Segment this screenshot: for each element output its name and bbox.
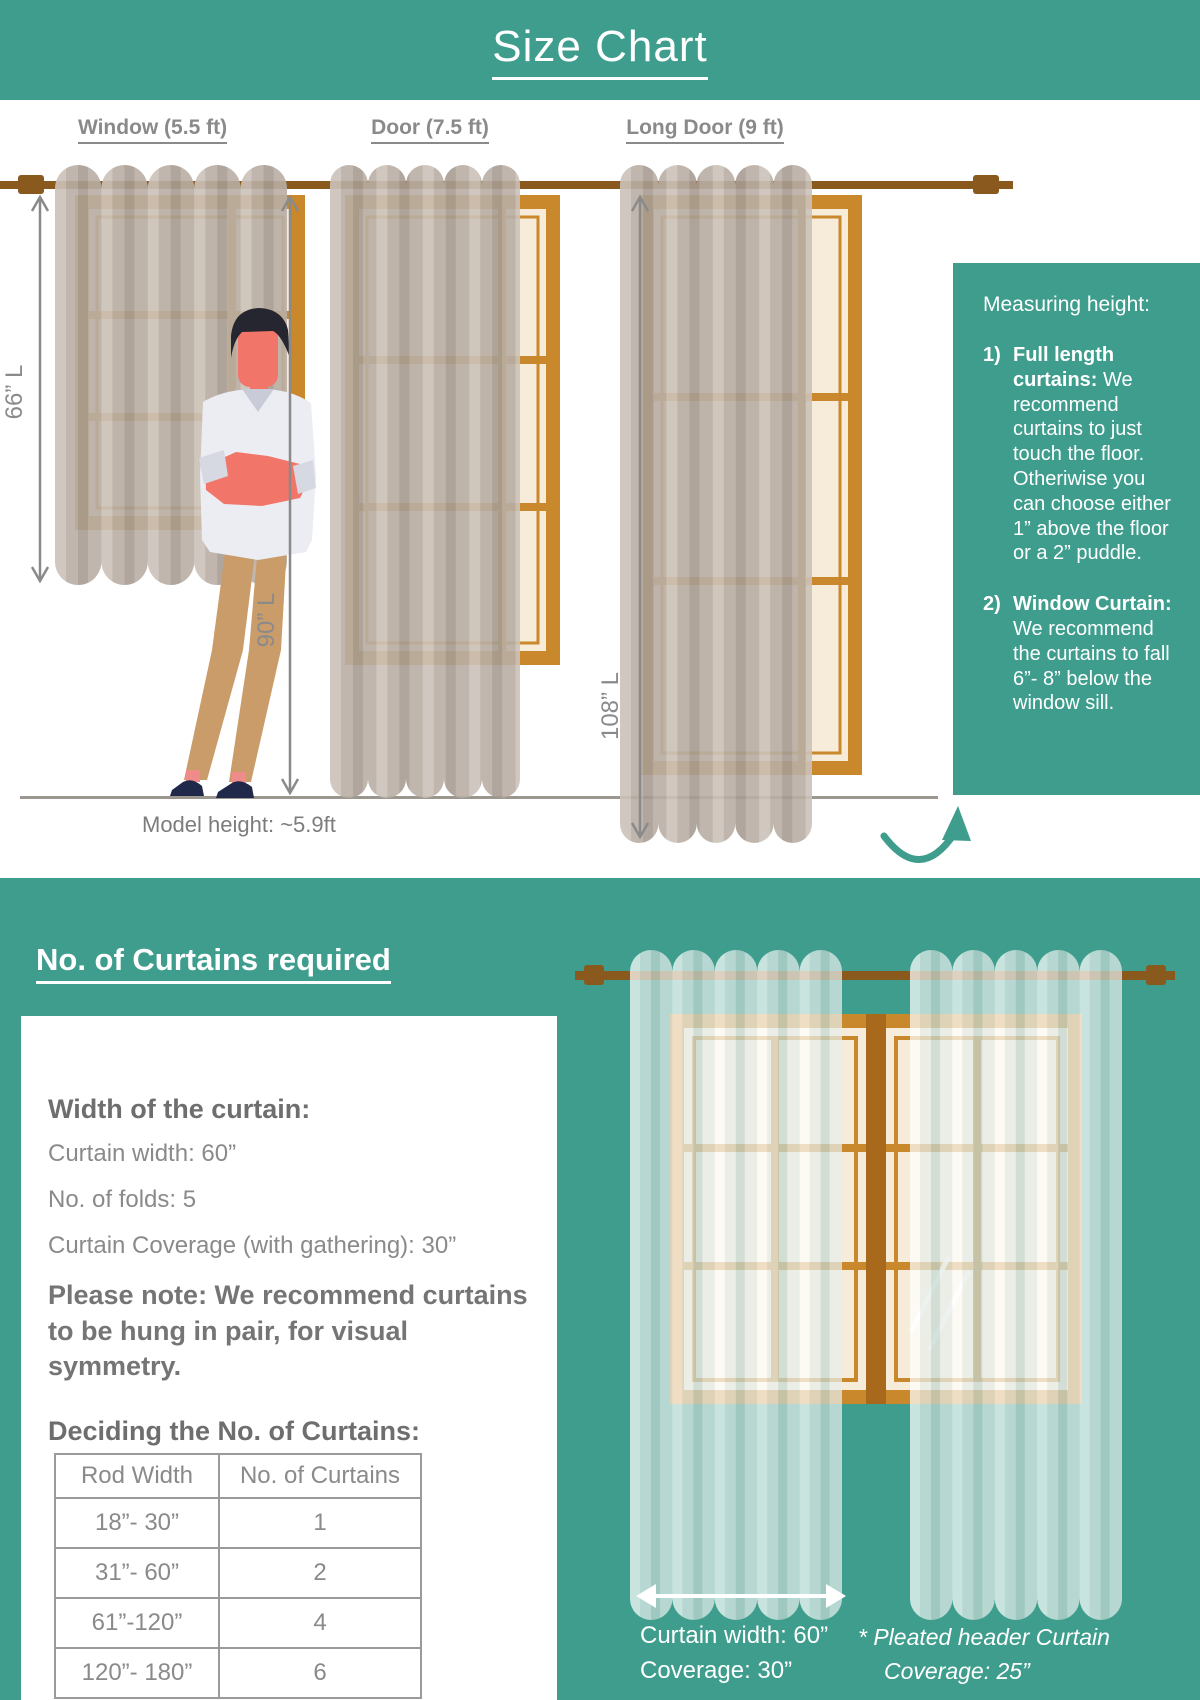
pleated-note-line2: Coverage: 25”: [884, 1658, 1030, 1684]
rod-finial-right: [973, 175, 999, 194]
curtain-info-card: [21, 1016, 557, 1700]
measurement-90: 90” L: [253, 592, 280, 648]
curtain-width-label: Curtain width: 60”: [640, 1622, 829, 1649]
rod-finial-left: [18, 175, 44, 194]
puddle-arrow: [884, 806, 971, 860]
table-row: 120”- 180” 6: [55, 1648, 421, 1698]
col-no-of-curtains: No. of Curtains: [219, 1454, 421, 1498]
rod-width-table: [54, 1453, 422, 1699]
measurement-108: 108” L: [597, 671, 624, 741]
page-title: Size Chart: [0, 0, 1200, 72]
width-of-curtain-title: Width of the curtain:: [48, 1094, 311, 1124]
col-rod-width: Rod Width: [55, 1454, 219, 1498]
info-box-title: Measuring height:: [983, 293, 1150, 316]
table-row: 18”- 30” 1: [55, 1498, 421, 1548]
label-window: Window (5.5 ft): [55, 116, 250, 140]
table-header-row: [55, 1454, 421, 1498]
coverage-label: Coverage: 30”: [640, 1657, 793, 1684]
info-item-window-curtain: 2) Window Curtain: We recommend the curtains to fall 6”- 8” below the window sill.: [983, 593, 1172, 715]
info-item-full-length: 1) Full length curtains: We recommend curtains to just touch the floor. Otheriwise you can choose either 1” above the floor or a 2” puddle.: [983, 344, 1171, 565]
label-long-door: Long Door (9 ft): [610, 116, 800, 140]
sheer-curtain-left: [630, 950, 842, 1620]
table-row: 61”-120” 4: [55, 1598, 421, 1648]
pleated-note-line1: * Pleated header Curtain: [858, 1624, 1110, 1650]
measurement-66: 66” L: [1, 364, 28, 420]
curtain-90in: [330, 165, 520, 798]
table-row: 31”- 60” 2: [55, 1548, 421, 1598]
pair-note: Please note: We recommend curtains to be hung in pair, for visual symmetry.: [48, 1280, 528, 1382]
coverage-line: Curtain Coverage (with gathering): 30”: [48, 1232, 457, 1259]
curtain-width-line: Curtain width: 60”: [48, 1140, 237, 1167]
curtains-required-heading: No. of Curtains required: [36, 942, 391, 978]
folds-line: No. of folds: 5: [48, 1186, 197, 1213]
model-height-caption: Model height: ~5.9ft: [142, 812, 336, 837]
label-door: Door (7.5 ft): [340, 116, 520, 140]
curtain-108in: [620, 165, 812, 843]
sheer-curtain-right: [910, 950, 1122, 1620]
deciding-title: Deciding the No. of Curtains:: [48, 1416, 421, 1446]
measuring-height-box: [953, 263, 1200, 795]
